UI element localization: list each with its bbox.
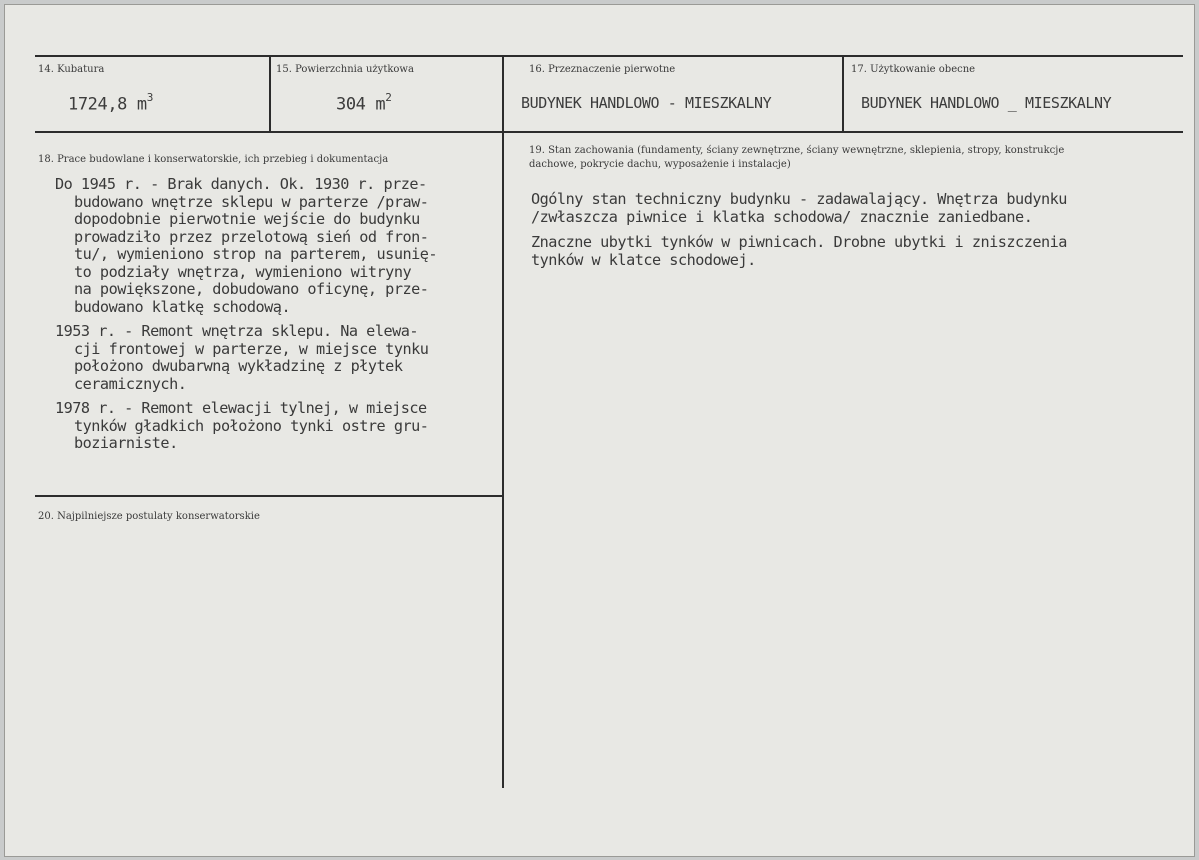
kubatura-number: 1724,8 [68, 94, 128, 115]
field-18-label: 18. Prace budowlane i konserwatorskie, ich przebieg i dokumentacja [38, 154, 389, 165]
divider-16-17 [842, 55, 844, 133]
entry-line: położono dwubarwną wykładzinę z płytek [74, 357, 403, 375]
field-17-value: BUDYNEK HANDLOWO _ MIESZKALNY [861, 94, 1112, 112]
entry-line: 1978 r. - Remont elewacji tylnej, w miejsce [55, 399, 427, 417]
entry-line: /zwłaszcza piwnice i klatka schodowa/ znacznie zaniedbane. [531, 207, 1033, 226]
field-19-entry-2 [531, 234, 1067, 269]
entry-line: budowano klatkę schodową. [74, 297, 291, 316]
divider-main [502, 55, 504, 788]
field-16-value: BUDYNEK HANDLOWO - MIESZKALNY [521, 94, 772, 112]
entry-line: dopodobnie pierwotnie wejście do budynku [74, 210, 420, 228]
entry-line: prowadziło przez przelotową sień od fron- [74, 227, 429, 246]
record-card [4, 4, 1195, 857]
entry-line: tynków gładkich położono tynki ostre gru- [74, 416, 429, 435]
entry-line: Do 1945 r. - Brak danych. Ok. 1930 r. prze- [55, 175, 427, 193]
entry-line: tu/, wymieniono strop na parterem, usunię- [74, 245, 438, 263]
area-exponent: 2 [385, 91, 392, 104]
divider-14-15 [269, 55, 271, 133]
area-unit: m [375, 94, 386, 115]
field-19-entry-1 [531, 191, 1067, 226]
field-17-label: 17. Użytkowanie obecne [851, 64, 976, 75]
top-rule [35, 55, 1183, 57]
kubatura-unit: m [136, 94, 147, 115]
field-18-entry-1 [55, 176, 437, 316]
kubatura-exponent: 3 [146, 91, 153, 104]
entry-line: boziarniste. [74, 434, 178, 452]
field-15-value [336, 93, 391, 115]
field-18-entry-3 [55, 400, 428, 453]
area-number: 304 [336, 94, 366, 115]
field-14-label: 14. Kubatura [38, 64, 105, 75]
field-16-label: 16. Przeznaczenie pierwotne [529, 64, 676, 75]
entry-line: Znaczne ubytki tynków w piwnicach. Drobne ubytki i zniszczenia [531, 233, 1067, 251]
entry-line: to podziały wnętrza, wymieniono witryny [74, 262, 412, 281]
field-15-label: 15. Powierzchnia użytkowa [276, 64, 414, 75]
row1-bottom-rule [35, 131, 1183, 133]
entry-line: budowano wnętrze sklepu w parterze /praw- [74, 192, 429, 211]
field-18-entry-2 [55, 323, 428, 393]
field-19-label: 19. Stan zachowania (fundamenty, ściany zewnętrzne, ściany wewnętrzne, sklepienia, stropy, konstrukcje dachowe, pokrycie dachu, wyposażenie i instalacje) [529, 145, 1065, 170]
entry-line: ceramicznych. [74, 374, 187, 393]
field-14-value [68, 93, 153, 115]
field-20-label: 20. Najpilniejsze postulaty konserwatorskie [38, 511, 260, 522]
entry-line: tynków w klatce schodowej. [531, 250, 756, 269]
entry-line: cji frontowej w parterze, w miejsce tynku [74, 339, 429, 358]
row2-bottom-rule [35, 495, 503, 497]
entry-line: na powiększone, dobudowano oficynę, prze- [74, 280, 429, 298]
entry-line: Ogólny stan techniczny budynku - zadawalający. Wnętrza budynku [531, 190, 1067, 208]
entry-line: 1953 r. - Remont wnętrza sklepu. Na elewa- [55, 322, 419, 340]
